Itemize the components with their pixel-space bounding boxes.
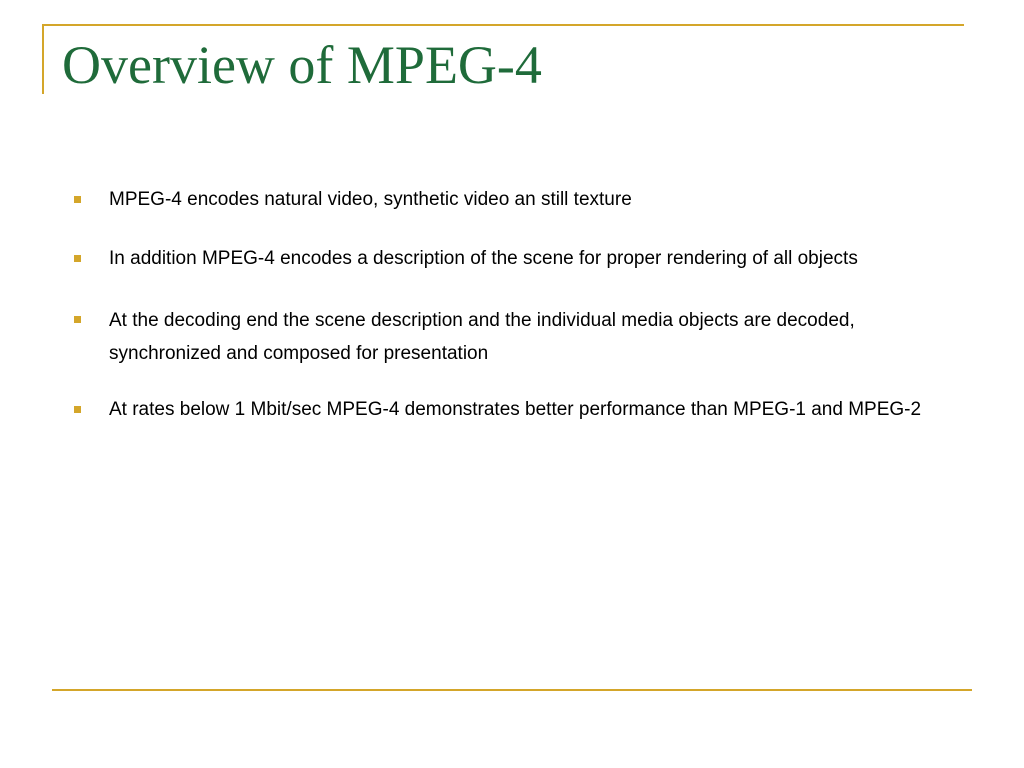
bullet-item	[70, 245, 950, 272]
square-bullet-icon	[74, 406, 81, 413]
square-bullet-icon	[74, 255, 81, 262]
bullet-list	[70, 186, 950, 423]
left-frame-line	[42, 24, 44, 94]
bullet-text: In addition MPEG-4 encodes a description of the scene for proper rendering of all objects	[109, 248, 858, 269]
bullet-item	[70, 186, 950, 213]
bullet-item	[70, 304, 950, 370]
slide-title: Overview of MPEG-4	[62, 35, 542, 95]
bullet-text: MPEG-4 encodes natural video, synthetic video an still texture	[109, 189, 632, 210]
top-frame-line	[42, 24, 964, 26]
bullet-item	[70, 396, 950, 423]
square-bullet-icon	[74, 196, 81, 203]
bottom-divider-line	[52, 689, 972, 691]
bullet-text: At the decoding end the scene description and the individual media objects are decoded, synchronized and composed for presentation	[109, 310, 855, 364]
square-bullet-icon	[74, 316, 81, 323]
bullet-text: At rates below 1 Mbit/sec MPEG-4 demonstrates better performance than MPEG-1 and MPEG-2	[109, 399, 922, 420]
